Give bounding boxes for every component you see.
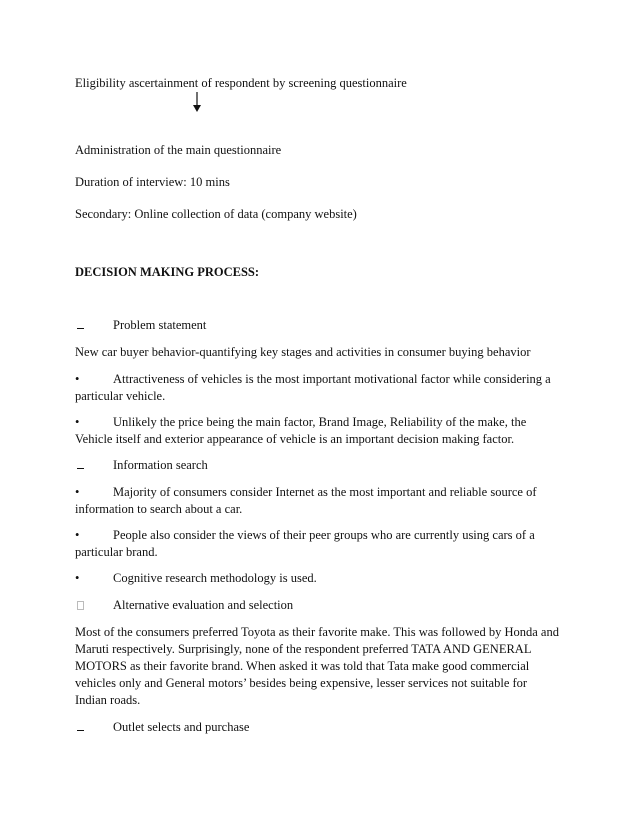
text-line: Secondary: Online collection of data (company website)	[75, 207, 357, 221]
bullet-icon: •	[75, 528, 80, 542]
text-line: New car buyer behavior-quantifying key stages and activities in consumer buying behavior	[75, 345, 531, 359]
list-marker-icon	[77, 601, 84, 610]
text-line: Vehicle itself and exterior appearance of vehicle is an important decision making factor.	[75, 432, 515, 446]
list-marker-icon	[77, 328, 84, 329]
paragraph-line: Maruti respectively. Surprisingly, none of the respondent preferred TATA AND GENERAL	[75, 642, 532, 656]
text-line: Duration of interview: 10 mins	[75, 175, 230, 189]
paragraph-line: MOTORS as their favorite brand. When asked it was told that Tata make good commercial	[75, 659, 530, 673]
bullet-icon: •	[75, 415, 80, 429]
bullet-text: Majority of consumers consider Internet as the most important and reliable source of	[113, 485, 537, 499]
bullet-icon: •	[75, 485, 80, 499]
paragraph-line: vehicles only and General motors’ besides being expensive, lesser services not suitable for	[75, 676, 528, 690]
bullet-icon: •	[75, 372, 80, 386]
bullet-text: Attractiveness of vehicles is the most important motivational factor while considering a	[113, 372, 551, 386]
subsection-title: Information search	[113, 458, 208, 472]
list-marker-icon	[77, 730, 84, 731]
bullet-text: Unlikely the price being the main factor, Brand Image, Reliability of the make, the	[113, 415, 527, 429]
text-line: Administration of the main questionnaire	[75, 143, 282, 157]
bullet-text: People also consider the views of their peer groups who are currently using cars of a	[113, 528, 535, 542]
text-line: information to search about a car.	[75, 502, 243, 516]
subsection-title: Outlet selects and purchase	[113, 720, 250, 734]
bullet-icon: •	[75, 571, 80, 585]
paragraph-line: Indian roads.	[75, 693, 141, 707]
list-marker-icon	[77, 468, 84, 469]
text-line: particular vehicle.	[75, 389, 166, 403]
paragraph-line: Most of the consumers preferred Toyota as their favorite make. This was followed by Honda and	[75, 625, 559, 639]
down-arrow-icon	[192, 92, 202, 112]
subsection-title: Alternative evaluation and selection	[113, 598, 294, 612]
bullet-text: Cognitive research methodology is used.	[113, 571, 317, 585]
text-line: particular brand.	[75, 545, 158, 559]
section-heading: DECISION MAKING PROCESS:	[75, 265, 260, 279]
subsection-title: Problem statement	[113, 318, 207, 332]
text-line: Eligibility ascertainment of respondent by screening questionnaire	[75, 76, 407, 90]
